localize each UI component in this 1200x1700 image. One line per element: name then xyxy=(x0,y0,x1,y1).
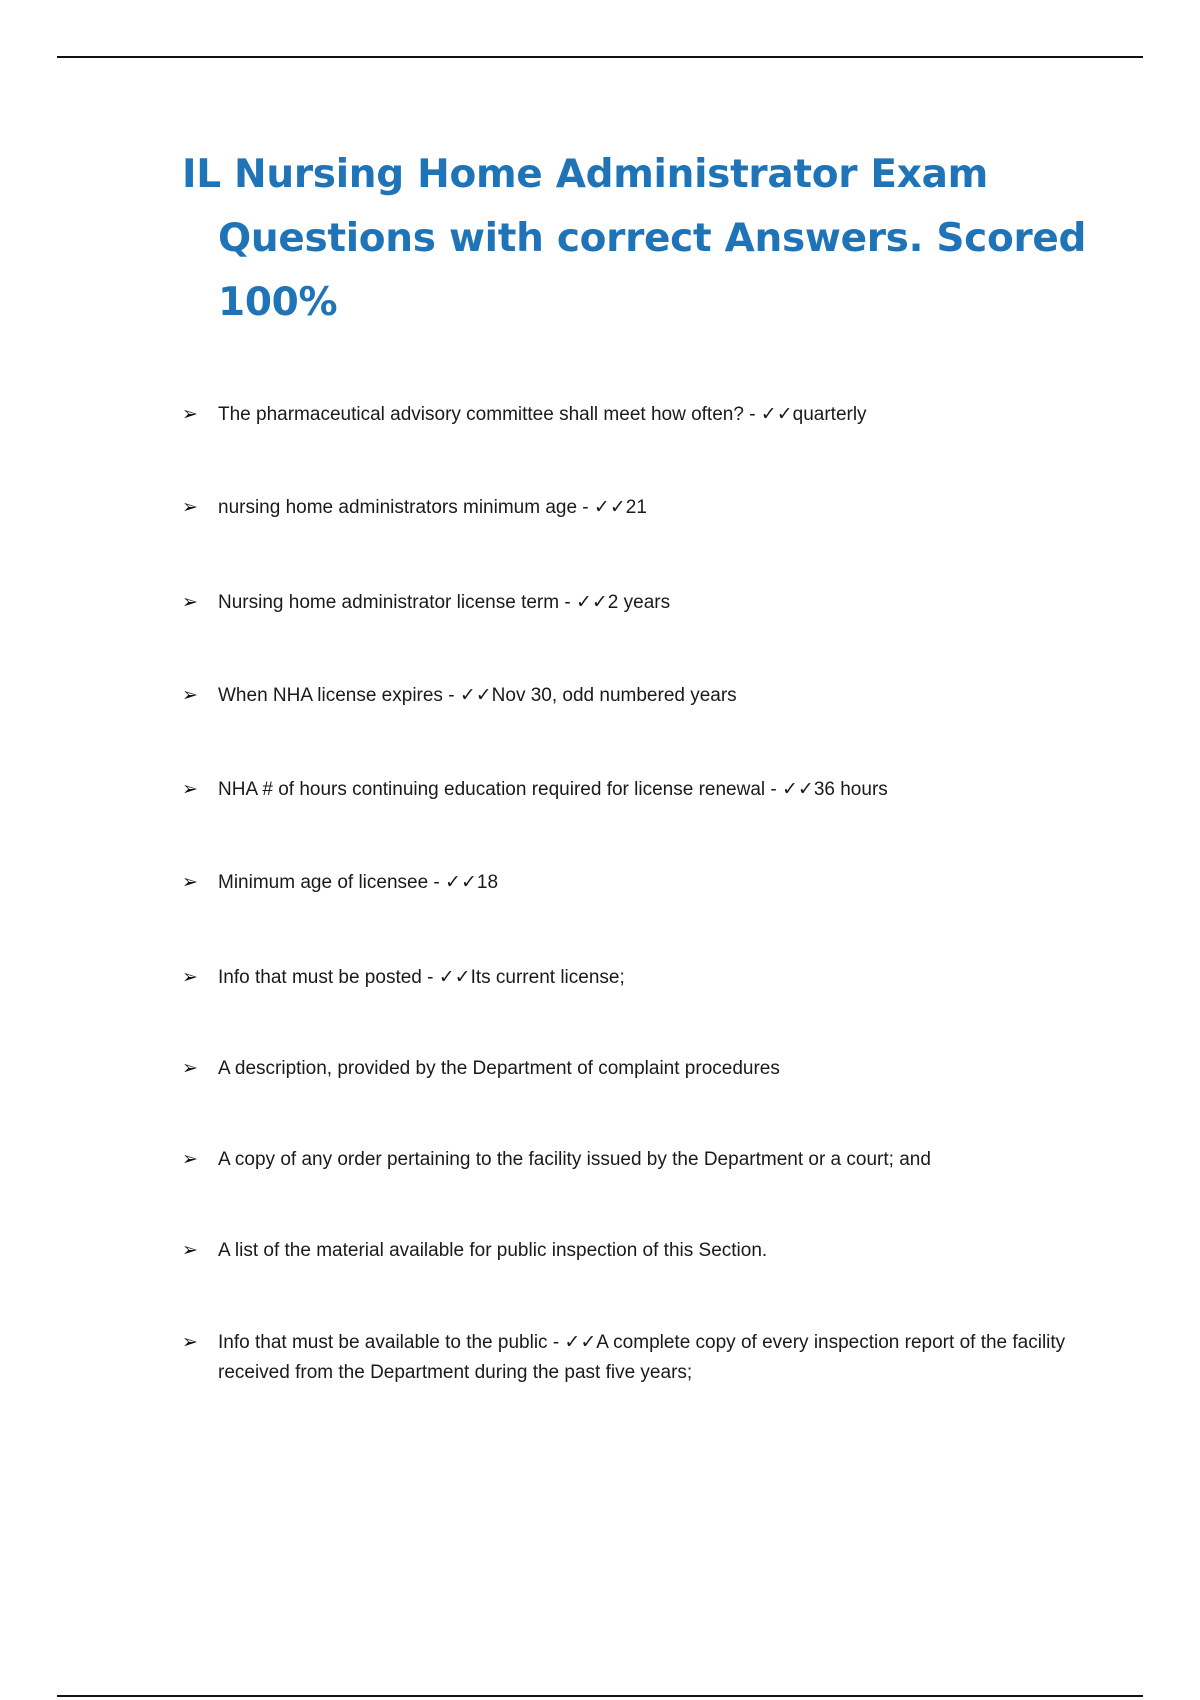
question-answer-text: NHA # of hours continuing education required for license renewal - ✓✓36 hours xyxy=(218,779,888,800)
question-answer-text: Info that must be available to the public - ✓✓A complete copy of every inspection report of the facility received from the Department during the past five years; xyxy=(218,1332,1066,1383)
arrow-bullet-icon: ➢ xyxy=(182,1058,198,1079)
arrow-bullet-icon: ➢ xyxy=(182,497,198,518)
list-item xyxy=(182,1328,1102,1388)
question-answer-text: nursing home administrators minimum age - ✓✓21 xyxy=(218,497,647,518)
list-item xyxy=(182,1054,1102,1084)
question-answer-text: A description, provided by the Department of complaint procedures xyxy=(218,1058,780,1079)
question-answer-text: Info that must be posted - ✓✓Its current license; xyxy=(218,967,625,988)
list-item xyxy=(182,681,1102,711)
list-item xyxy=(182,400,1102,430)
question-answer-text: The pharmaceutical advisory committee shall meet how often? - ✓✓quarterly xyxy=(218,404,867,425)
list-item xyxy=(182,493,1102,523)
list-item xyxy=(182,963,1102,993)
list-item xyxy=(182,1145,1102,1175)
footer-rule xyxy=(57,1695,1143,1697)
question-answer-text: A copy of any order pertaining to the facility issued by the Department or a court; and xyxy=(218,1149,931,1170)
arrow-bullet-icon: ➢ xyxy=(182,1149,198,1170)
arrow-bullet-icon: ➢ xyxy=(182,1332,198,1353)
document-title: IL Nursing Home Administrator Exam Questions with correct Answers. Scored 100% xyxy=(182,152,1087,325)
arrow-bullet-icon: ➢ xyxy=(182,967,198,988)
header-rule xyxy=(57,56,1143,58)
arrow-bullet-icon: ➢ xyxy=(182,779,198,800)
arrow-bullet-icon: ➢ xyxy=(182,872,198,893)
arrow-bullet-icon: ➢ xyxy=(182,592,198,613)
question-answer-text: Minimum age of licensee - ✓✓18 xyxy=(218,872,499,893)
question-answer-text: Nursing home administrator license term - ✓✓2 years xyxy=(218,592,671,613)
arrow-bullet-icon: ➢ xyxy=(182,404,198,425)
question-answer-text: A list of the material available for public inspection of this Section. xyxy=(218,1240,768,1261)
arrow-bullet-icon: ➢ xyxy=(182,1240,198,1261)
list-item xyxy=(182,588,1102,618)
arrow-bullet-icon: ➢ xyxy=(182,685,198,706)
list-item xyxy=(182,1236,1102,1266)
list-item xyxy=(182,868,1102,898)
list-item xyxy=(182,775,1102,805)
question-answer-text: When NHA license expires - ✓✓Nov 30, odd numbered years xyxy=(218,685,737,706)
